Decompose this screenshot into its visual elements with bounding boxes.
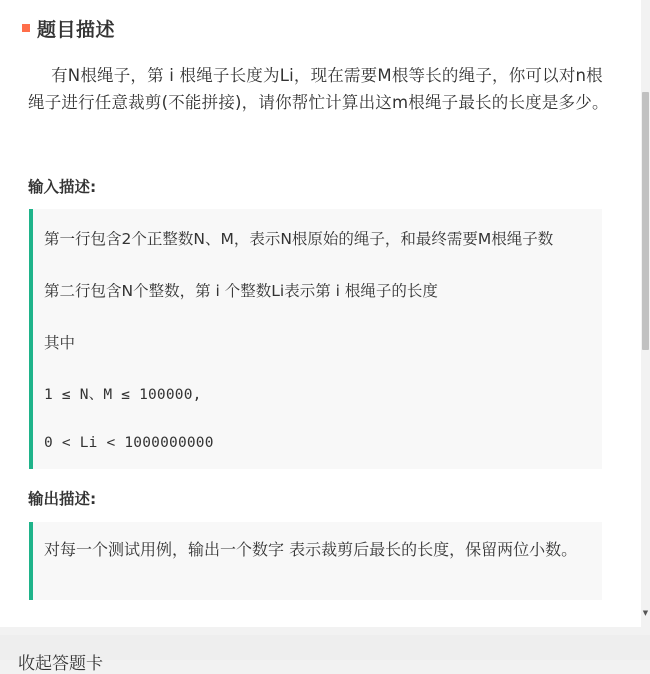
vertical-scrollbar[interactable] [641,0,650,627]
input-line: 其中 [44,334,76,352]
section-title [22,14,115,42]
scroll-down-arrow-icon[interactable]: ▼ [642,609,649,617]
input-constraint-line: 1 ≤ N、M ≤ 100000, [44,387,202,403]
problem-description: 有N根绳子，第 i 根绳子长度为Li，现在需要M根等长的绳子，你可以对n根绳子进行任意裁剪(不能拼接)，请你帮忙计算出这m根绳子最长的长度是多少。 [28,66,609,112]
collapse-answer-card-button[interactable]: 收起答题卡 [18,654,103,674]
input-constraint-line: 0 < Li < 1000000000 [44,435,214,451]
input-description-block [29,209,602,469]
title-marker-icon [22,24,30,32]
input-line: 第二行包含N个整数，第 i 个整数Li表示第 i 根绳子的长度 [44,282,438,300]
input-heading: 输入描述: [28,178,97,196]
input-line: 第一行包含2个正整数N、M，表示N根原始的绳子，和最终需要M根绳子数 [44,230,554,248]
section-title-text: 题目描述 [37,18,116,41]
output-description-text: 对每一个测试用例，输出一个数字 表示裁剪后最长的长度，保留两位小数。 [44,540,578,559]
output-heading: 输出描述: [28,490,97,508]
scrollbar-thumb[interactable] [642,92,649,350]
answer-card-bar [0,635,650,674]
output-description-block [29,522,602,600]
